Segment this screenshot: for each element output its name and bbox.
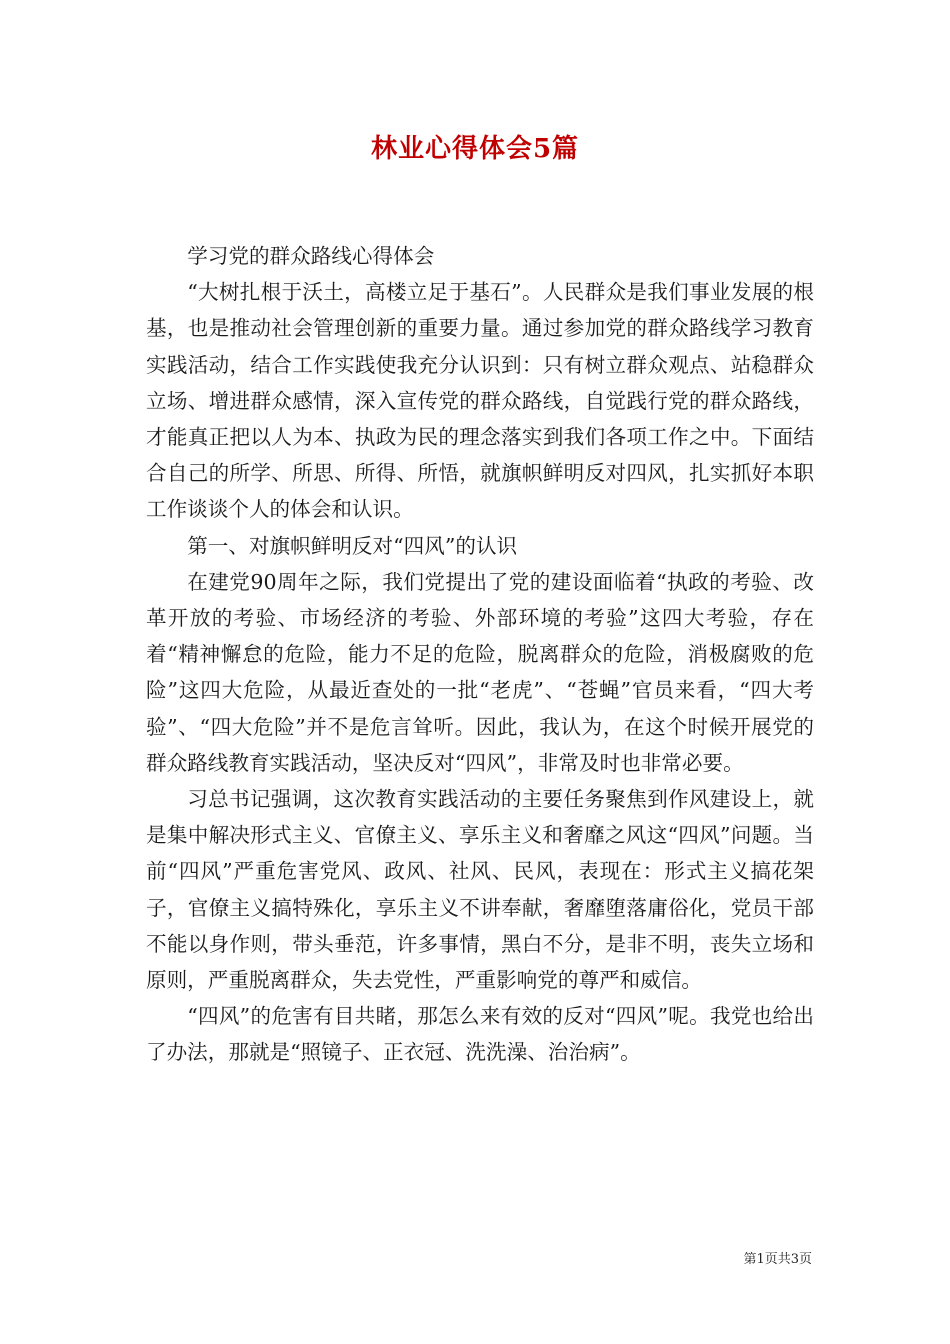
document-title: 林业心得体会5篇: [370, 134, 580, 164]
page-number-footer: 第1页共3页: [743, 1252, 812, 1267]
paragraph-4: “四风”的危害有目共睹，那怎么来有效的反对“四风”呢。我党也给出了办法，那就是“照镜子、正衣冠、洗洗澡、治治病”。: [146, 1004, 814, 1065]
section-subtitle: 学习党的群众路线心得体会: [187, 244, 435, 268]
section-heading-1: 第一、对旗帜鲜明反对“四风”的认识: [187, 533, 518, 558]
paragraph-2: 在建党90周年之际，我们党提出了党的建设面临着“执政的考验、改革开放的考验、市场经济的考验、外部环境的考验”这四大考验，存在着“精神懈怠的危险，能力不足的危险，脱离群众的危险，消极腐败的危险”这四大危险，从最近查处的一批“老虎”、“苍蝇”官员来看，“四大考验”、“四大危险”并不是危言耸听。因此，我认为，在这个时候开展党的群众路线教育实践活动，坚决反对“四风”，非常及时也非常必要。: [146, 569, 814, 775]
paragraph-3: 习总书记强调，这次教育实践活动的主要任务聚焦到作风建设上，就是集中解决形式主义、官僚主义、享乐主义和奢靡之风这“四风”问题。当前“四风”严重危害党风、政风、社风、民风，表现在：形式主义搞花架子，官僚主义搞特殊化，享乐主义不讲奉献，奢靡堕落庸俗化，党员干部不能以身作则，带头垂范，许多事情，黑白不分，是非不明，丧失立场和原则，严重脱离群众，失去党性，严重影响党的尊严和威信。: [146, 787, 814, 993]
document-body: [146, 238, 814, 1071]
paragraph-1: “大树扎根于沃土，高楼立足于基石”。人民群众是我们事业发展的根基，也是推动社会管理创新的重要力量。通过参加党的群众路线学习教育实践活动，结合工作实践使我充分认识到：只有树立群众观点、站稳群众立场、增进群众感情，深入宣传党的群众路线，自觉践行党的群众路线，才能真正把以人为本、执政为民的理念落实到我们各项工作之中。下面结合自己的所学、所思、所得、所悟，就旗帜鲜明反对四风，扎实抓好本职工作谈谈个人的体会和认识。: [146, 280, 814, 522]
